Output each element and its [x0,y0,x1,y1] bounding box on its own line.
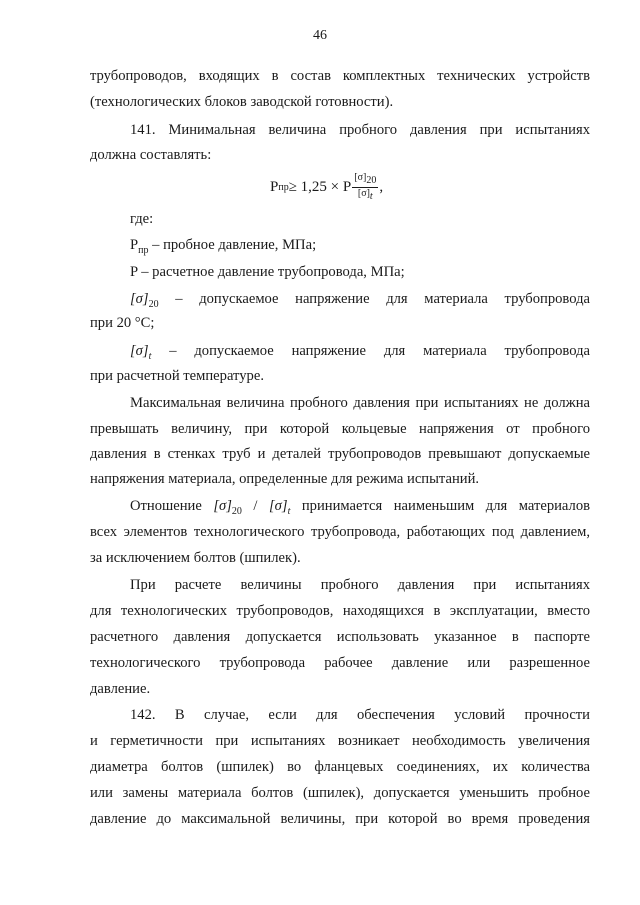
text-line: при расчетной температуре. [90,368,264,384]
text-line: (технологических блоков заводской готовности). [90,94,394,110]
paragraph-line: для технологических трубопроводов, находящихся в эксплуатации, вместо [90,603,590,619]
test-pressure-formula [270,172,383,203]
clause-142-line: 142. В случае, если для обеспечения условий прочности [130,707,590,723]
text-line: при 20 °C; [90,315,155,331]
paragraph-line: превышать величину, при которой кольцевые напряжения от пробного [90,421,590,437]
page-number: 46 [313,28,327,43]
def-test-pressure: $P_{пр}$ – пробное давление, МПа; [130,237,317,256]
text-line: трубопроводов, входящих в состав комплектных технических устройств [90,68,590,84]
paragraph-line: Максимальная величина пробного давления при испытаниях не должна [130,395,590,411]
paragraph-line: технологического трубопровода рабочее давление или разрешенное [90,655,590,671]
def-design-pressure: P – расчетное давление трубопровода, МПа; [130,264,405,280]
formula-tail: , [379,179,384,195]
def-stress-t: $[\sigma]_t$ – допускаемое напряжение для материала трубопровода [130,343,590,362]
fraction-denominator: $[\sigma]_t$ [357,188,373,202]
where-label: где: [130,211,154,227]
paragraph-line: давления в стенках труб и деталей трубопроводов превышают допускаемые [90,446,590,462]
paragraph-line: диаметра болтов (шпилек) во фланцевых соединениях, их количества [90,759,590,775]
paragraph-line: напряжения материала, определенные для режима испытаний. [90,471,480,487]
text-line: должна составлять: [90,147,212,163]
clause-141-line: 141. Минимальная величина пробного давления при испытаниях [130,122,590,138]
paragraph-line: всех элементов технологического трубопровода, работающих под давлением, [90,524,590,540]
formula-fraction [352,172,378,203]
formula-operator: ≥ 1,25 × P [288,179,352,195]
paragraph-line: или замены материала болтов (шпилек), допускается уменьшить пробное [90,785,590,801]
def-stress-20: $[\sigma]_{20}$ – допускаемое напряжение для материала трубопровода [130,291,590,310]
paragraph-line: При расчете величины пробного давления при испытаниях [130,577,590,593]
paragraph-line: давление до максимальной величины, при которой во время проведения [90,811,590,827]
paragraph-line: расчетного давления допускается использовать указанное в паспорте [90,629,590,645]
paragraph-line: за исключением болтов (шпилек). [90,550,301,566]
formula-lhs: P [270,179,279,195]
formula-lhs-sub: пр [278,182,289,193]
paragraph-line: и герметичности при испытаниях возникает необходимость увеличения [90,733,590,749]
fraction-numerator: $[\sigma]_{20}$ [354,172,377,186]
ratio-paragraph-line: Отношение $[\sigma]_{20} / [\sigma]_t$ принимается наименьшим для материалов [130,498,591,517]
paragraph-line: давление. [90,681,151,697]
